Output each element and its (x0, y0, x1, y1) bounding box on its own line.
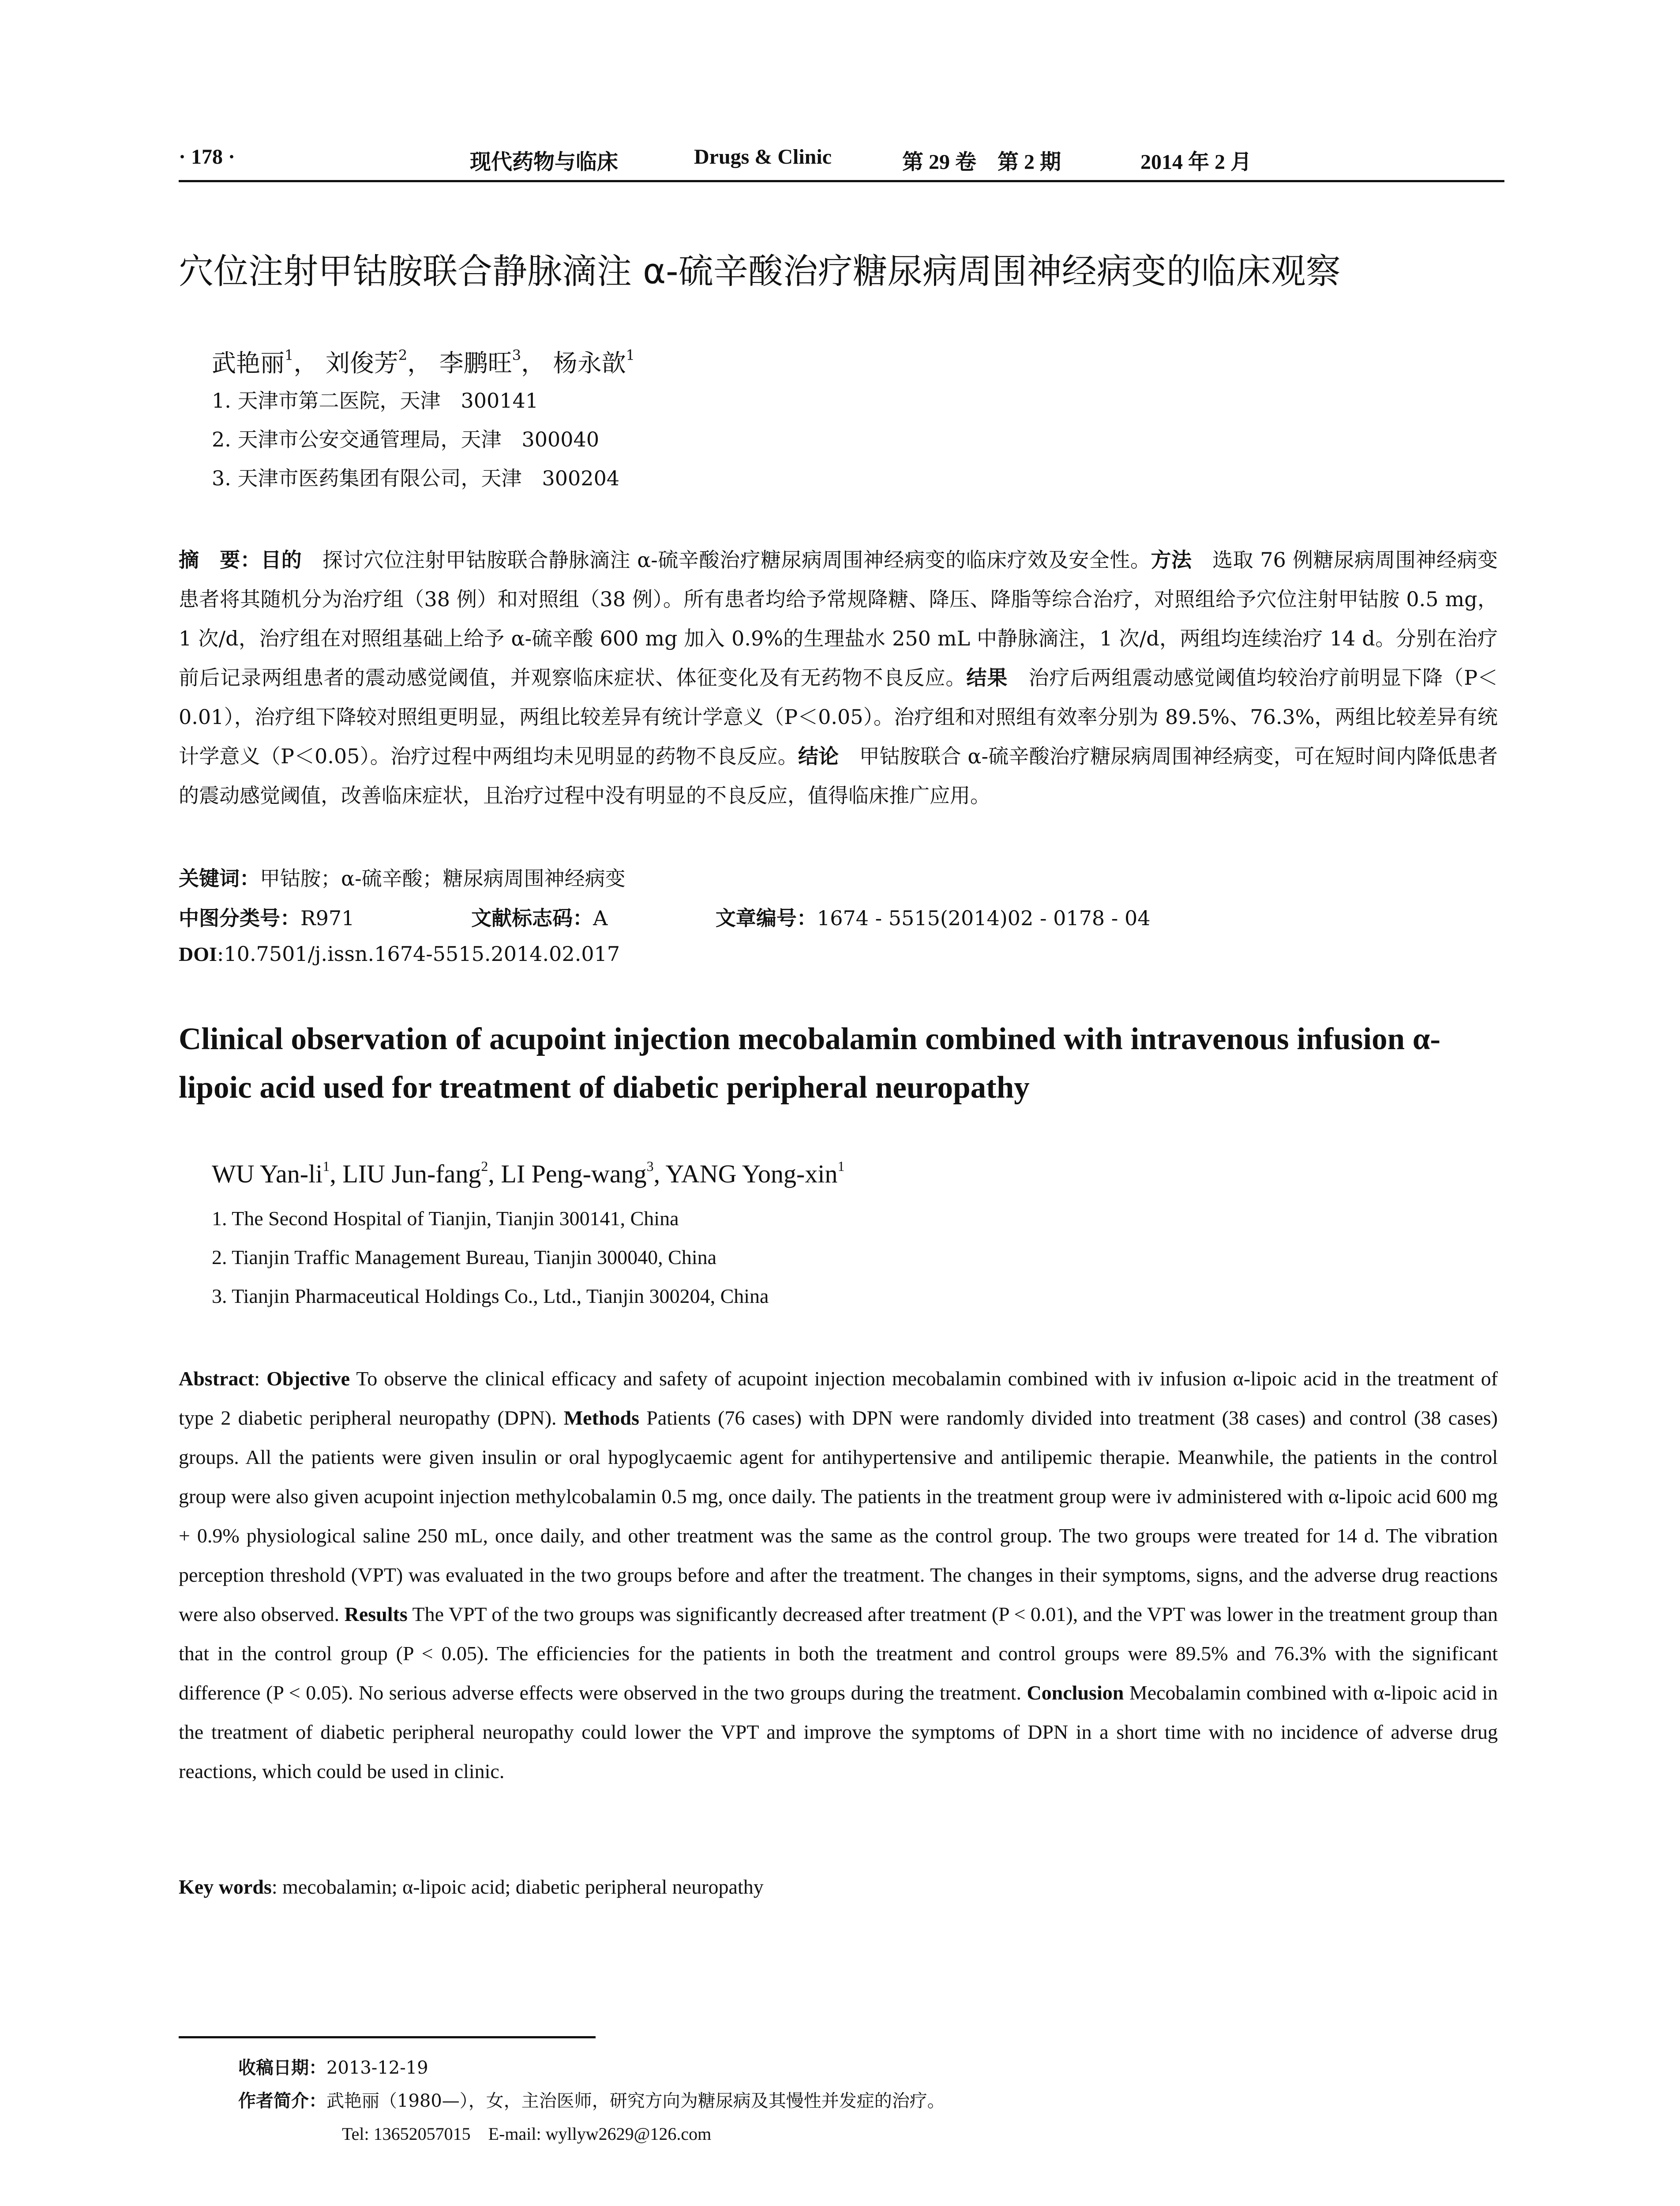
doi-line (179, 942, 620, 966)
author-affiliation-mark: 1 (626, 347, 635, 364)
affiliation-cn: 2. 天津市公安交通管理局，天津 300040 (212, 428, 600, 451)
author-name: 武艳丽 (212, 349, 285, 377)
received-label: 收稿日期： (238, 2058, 326, 2078)
article-number-label: 文章编号： (715, 906, 817, 930)
authors-en: WU Yan-$li^1$, LIU Jun-fang$^2$, LI Peng-wang$^3$, YANG Yong-xin$^1$ (212, 1158, 845, 1188)
affiliation-en: 1. The Second Hospital of Tianjin, Tianjin 300141, China (212, 1207, 679, 1230)
volume-issue: 第 29 卷 第 2 期 (902, 150, 1061, 174)
affiliation-en: 2. Tianjin Traffic Management Bureau, Tianjin 300040, China (212, 1246, 717, 1268)
article-number-value: 1674 - 5515(2014)02 - 0178 - 04 (817, 906, 1151, 930)
title-en: Clinical observation of acupoint injection mecobalamin combined with intravenous infusion α-lipoic acid used for treatment of diabetic peripheral neuropathy (179, 1022, 1441, 1105)
footnote-divider (179, 2036, 596, 2038)
conclusion-text: Mecobalamin combined with α-lipoic acid in the treatment of diabetic peripheral neuropathy could lower the VPT and improve the symptoms of DPN in a short time with no incidence of adverse drug reactions, which could be used in clinic. (179, 1681, 1498, 1782)
author-name: WU Yan-li (212, 1159, 323, 1188)
author-affiliation-mark: 2 (481, 1158, 488, 1174)
doi-value: :10.7501/j.issn.1674-5515.2014.02.017 (217, 942, 620, 966)
results-label: 结果 (966, 666, 1008, 690)
conclusion-text: 甲钴胺联合 α-硫辛酸治疗糖尿病周围神经病变，可在短时间内降低患者的震动感觉阈值，改善临床症状，且治疗过程中没有明显的不良反应，值得临床推广应用。 (179, 744, 1498, 807)
methods-label: 方法 (1151, 548, 1192, 572)
doi-label: DOI (179, 943, 217, 965)
author-name: YANG Yong-xin (665, 1159, 838, 1188)
author-affiliation-mark: 3 (646, 1158, 654, 1174)
keywords-value: : mecobalamin; α-lipoic acid; diabetic peripheral neuropathy (271, 1876, 764, 1898)
author-name: 李鹏旺 (439, 349, 512, 377)
results-label: Results (344, 1603, 408, 1625)
author-affiliation-mark: 2 (398, 347, 408, 364)
author-affiliation-mark: 1 (322, 1158, 330, 1174)
running-header (179, 140, 1504, 182)
clc-value: R971 (300, 906, 355, 930)
objective-label: Objective (266, 1367, 350, 1390)
author-affiliation-mark: 3 (512, 347, 521, 364)
keywords-label: 关键词： (179, 867, 260, 890)
objective-label: 目的 (261, 548, 302, 572)
journal-name-cn: 现代药物与临床 (470, 150, 619, 174)
author-name: 刘俊芳 (325, 349, 398, 377)
conclusion-label: 结论 (798, 744, 839, 768)
author-affiliation-mark: 1 (837, 1158, 845, 1174)
keywords-label: Key words (179, 1876, 272, 1898)
results-text: 治疗后两组震动感觉阈值均较治疗前明显下降（P＜0.01），治疗组下降较对照组更明显，两组比较差异有统计学意义（P＜0.05）。治疗组和对照组有效率分别为 89.5%、76.3%，两组比较差异有统计学意义（P＜0.05）。治疗过程中两组均未见明显的药物不良反应。 (179, 666, 1498, 768)
footnote-contact: Tel: 13652057015 E-mail: wyllyw2629@126.com (342, 2124, 712, 2144)
objective-text: 探讨穴位注射甲钴胺联合静脉滴注 α-硫辛酸治疗糖尿病周围神经病变的临床疗效及安全性。 (302, 548, 1151, 572)
affiliation-cn: 1. 天津市第二医院，天津 300141 (212, 389, 539, 413)
authors-cn: 武艳丽$^1$， 刘俊芳$^2$， 李鹏旺$^3$， 杨永歆$^1$ (212, 347, 635, 377)
page-number: · 178 · (179, 145, 236, 169)
conclusion-label: Conclusion (1027, 1681, 1124, 1704)
keywords-value: 甲钴胺；α-硫辛酸；糖尿病周围神经病变 (260, 867, 626, 890)
objective-text: To observe the clinical efficacy and safety of acupoint injection mecobalamin combined with iv infusion α-lipoic acid in the treatment of type 2 diabetic peripheral neuropathy (DPN). (179, 1367, 1498, 1429)
affiliation-en: 3. Tianjin Pharmaceutical Holdings Co., Ltd., Tianjin 300204, China (212, 1285, 769, 1307)
author-affiliation-mark: 1 (285, 347, 294, 364)
author-name: 杨永歆 (553, 349, 626, 377)
abstract-label: Abstract (179, 1367, 255, 1390)
doc-code-value: A (593, 906, 608, 930)
methods-text: 选取 76 例糖尿病周围神经病变患者将其随机分为治疗组（38 例）和对照组（38 例）。所有患者均给予常规降糖、降压、降脂等综合治疗，对照组给予穴位注射甲钴胺 0.5 mg，1 次/d，治疗组在对照组基础上给予 α-硫辛酸 600 mg 加入 0.9%的生理盐水 250 mL 中静脉滴注，1 次/d，两组均连续治疗 14 d。分别在治疗前后记录两组患者的震动感觉阈值，并观察临床症状、体征变化及有无药物不良反应。 (179, 548, 1498, 690)
abstract-label: 摘 要： (179, 548, 261, 572)
methods-label: Methods (563, 1407, 639, 1429)
issue-date: 2014 年 2 月 (1140, 150, 1252, 174)
author-bio-label: 作者简介： (238, 2091, 326, 2111)
title-cn: 穴位注射甲钴胺联合静脉滴注 α-硫辛酸治疗糖尿病周围神经病变的临床观察 (179, 251, 1341, 292)
abstract-separator: : (254, 1367, 267, 1390)
keywords-cn (179, 863, 626, 892)
abstract-en (179, 1359, 1498, 1791)
author-name: LIU Jun-fang (342, 1159, 481, 1188)
received-value: 2013-12-19 (326, 2058, 428, 2078)
doc-code-label: 文献标志码： (471, 906, 593, 930)
keywords-en (179, 1875, 764, 1898)
methods-text: Patients (76 cases) with DPN were randomly divided into treatment (38 cases) and control (38 cases) groups. All the patients were given insulin or oral hypoglycaemic agent for antihypertensive and antilipemic therapie. Meanwhile, the patients in the control group were also given acupoint injection methylcobalamin 0.5 mg, once daily. The patients in the treatment group were iv administered with α-lipoic acid 600 mg + 0.9% physiological saline 250 mL, once daily, and other treatment was the same as the control group. The two groups were treated for 14 d. The vibration perception threshold (VPT) was evaluated in the two groups before and after the treatment. The changes in their symptoms, signs, and the adverse drug reactions were also observed. (179, 1407, 1498, 1625)
clc-label: 中图分类号： (179, 906, 300, 930)
results-text: The VPT of the two groups was significantly decreased after treatment (P < 0.01), and the VPT was lower in the treatment group than that in the control group (P < 0.05). The efficiencies for the patients in both the treatment and control groups were 89.5% and 76.3% with the significant difference (P < 0.05). No serious adverse effects were observed in the two groups during the treatment. (179, 1603, 1498, 1704)
footnote-author-bio (238, 2087, 945, 2112)
classification-line (179, 902, 1151, 931)
author-name: LI Peng-wang (501, 1159, 647, 1188)
footnote-received (238, 2054, 428, 2079)
affiliation-cn: 3. 天津市医药集团有限公司，天津 300204 (212, 466, 620, 490)
abstract-cn (179, 540, 1498, 815)
journal-name-en: Drugs & Clinic (694, 145, 832, 169)
author-bio-value: 武艳丽（1980—），女，主治医师，研究方向为糖尿病及其慢性并发症的治疗。 (326, 2091, 945, 2111)
